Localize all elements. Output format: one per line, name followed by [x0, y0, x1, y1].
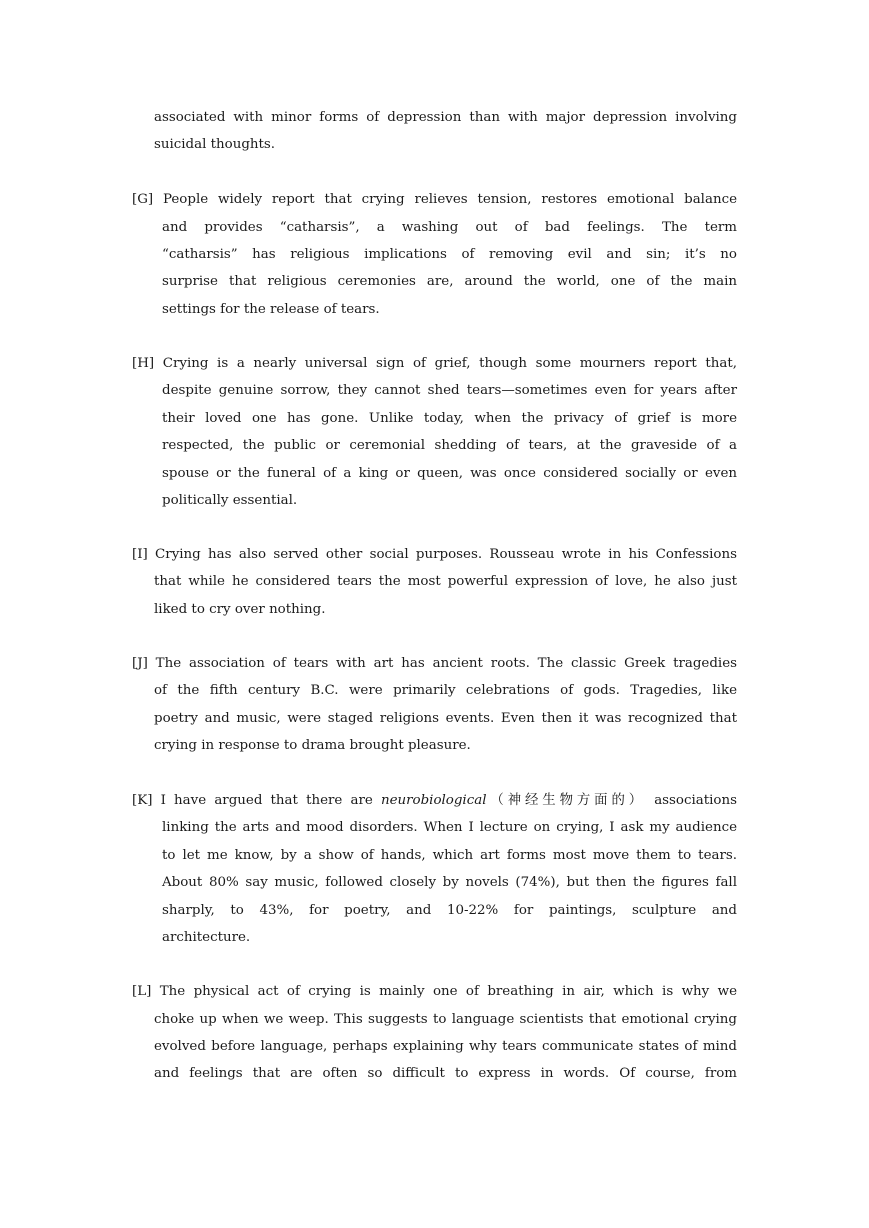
text-line: that while he considered tears the most powerful expression of love, he also just: [154, 574, 737, 589]
text-line: to let me know, by a show of hands, which art forms most move them to tears.: [162, 848, 737, 863]
text-line: evolved before language, perhaps explaining why tears communicate states of mind: [154, 1039, 737, 1054]
text-line: and provides “catharsis”, a washing out of bad feelings. The term: [162, 220, 737, 235]
text-line: About 80% say music, followed closely by novels (74%), but then the figures fall: [162, 875, 737, 890]
text-line: [G] People widely report that crying relieves tension, restores emotional balance: [132, 192, 737, 207]
text-line: [J] The association of tears with art has ancient roots. The classic Greek tragedies: [132, 656, 737, 671]
text-line: politically essential.: [162, 493, 298, 508]
text-line: spouse or the funeral of a king or queen, was once considered socially or even: [162, 466, 737, 481]
text-line: [L] The physical act of crying is mainly one of breathing in air, which is why we: [132, 984, 737, 999]
text-line: respected, the public or ceremonial shedding of tears, at the graveside of a: [162, 438, 737, 453]
text-line: [H] Crying is a nearly universal sign of grief, though some mourners report that,: [132, 356, 737, 371]
text-line: architecture.: [162, 930, 251, 945]
text-line: liked to cry over nothing.: [154, 602, 326, 617]
text-run: （神经生物方面的） associations: [486, 793, 737, 808]
text-line: [I] Crying has also served other social purposes. Rousseau wrote in his Confessions: [132, 547, 737, 562]
text-line: [132, 791, 737, 811]
text-line: suicidal thoughts.: [154, 137, 276, 152]
text-line: of the fifth century B.C. were primarily celebrations of gods. Tragedies, like: [154, 683, 737, 698]
text-run: [K] I have argued that there are: [132, 793, 381, 808]
text-line: poetry and music, were staged religions events. Even then it was recognized that: [154, 711, 737, 726]
text-line: “catharsis” has religious implications of removing evil and sin; it’s no: [162, 247, 737, 262]
text-line: sharply, to 43%, for poetry, and 10-22% for paintings, sculpture and: [162, 903, 737, 918]
text-line: choke up when we weep. This suggests to language scientists that emotional crying: [154, 1012, 737, 1027]
italic-term: neurobiological: [380, 793, 487, 808]
text-line: and feelings that are often so difficult to express in words. Of course, from: [154, 1066, 737, 1081]
text-line: their loved one has gone. Unlike today, when the privacy of grief is more: [162, 411, 737, 426]
text-line: surprise that religious ceremonies are, around the world, one of the main: [162, 274, 737, 289]
text-line: despite genuine sorrow, they cannot shed tears—sometimes even for years after: [162, 383, 737, 398]
text-line: crying in response to drama brought pleasure.: [154, 738, 471, 753]
text-line: settings for the release of tears.: [162, 302, 380, 317]
text-line: associated with minor forms of depression than with major depression involving: [154, 110, 737, 125]
text-line: linking the arts and mood disorders. When I lecture on crying, I ask my audience: [162, 820, 737, 835]
